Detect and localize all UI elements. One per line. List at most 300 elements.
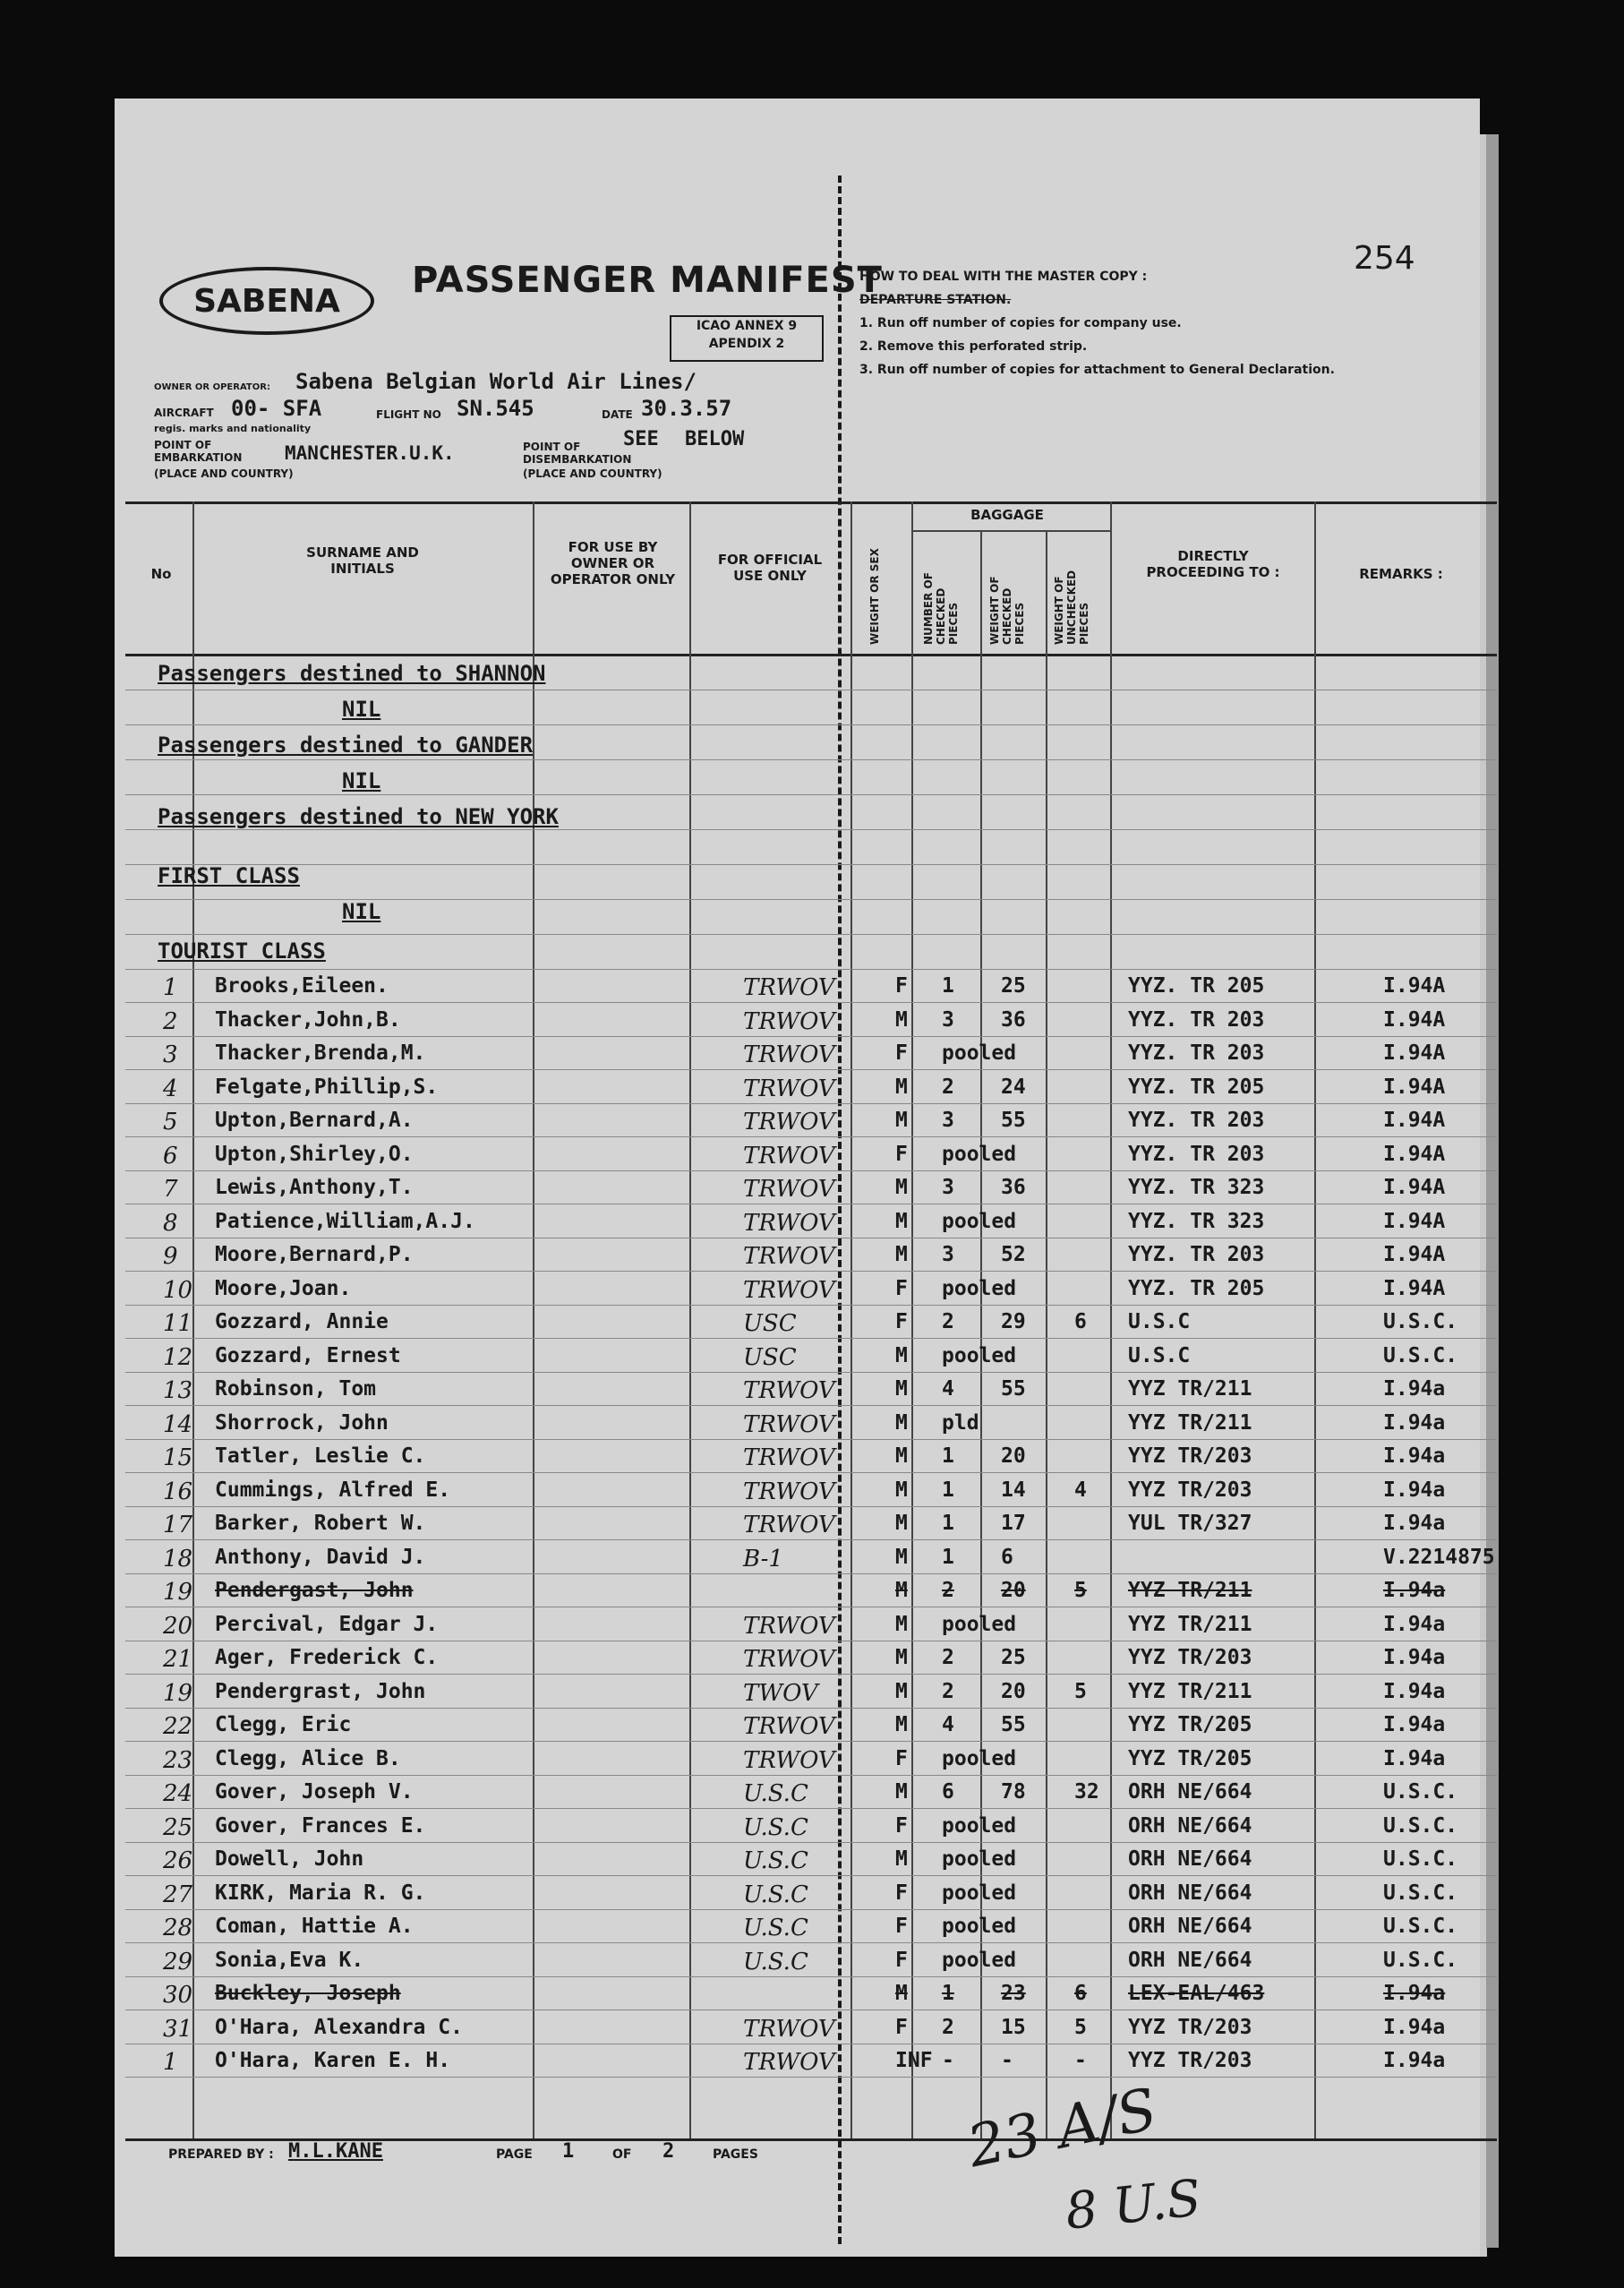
- destination: YYZ. TR 323: [1128, 1176, 1265, 1199]
- row-rule: [125, 759, 1497, 760]
- col-owner-use: FOR USE BY OWNER OR OPERATOR ONLY: [550, 539, 676, 587]
- sex: M: [895, 1982, 908, 2005]
- remarks: I.94A: [1383, 1276, 1446, 1300]
- passenger-name: Shorrock, John: [215, 1410, 389, 1435]
- official-mark: TRWOV: [743, 1612, 835, 1640]
- passenger-name: Brooks,Eileen.: [215, 974, 389, 998]
- destination: YYZ TR/211: [1128, 1579, 1252, 1602]
- passenger-name: O'Hara, Alexandra C.: [215, 2015, 463, 2039]
- official-mark: TRWOV: [743, 1041, 835, 1068]
- sabena-logo: SABENA: [159, 267, 374, 335]
- destination: YYZ TR/211: [1128, 1410, 1252, 1435]
- checked-pieces: 1: [942, 1982, 954, 2005]
- sex: M: [895, 1713, 908, 1736]
- instruction-item: 3. Run off number of copies for attachment to General Declaration.: [859, 363, 1335, 377]
- passenger-name: Upton,Shirley,O.: [215, 1142, 414, 1166]
- section-nil: NIL: [342, 768, 381, 793]
- passenger-name: Upton,Bernard,A.: [215, 1109, 414, 1132]
- checked-pieces: 3: [942, 1176, 954, 1199]
- destination: ORH NE/664: [1128, 1847, 1252, 1871]
- passenger-name: Tatler, Leslie C.: [215, 1444, 426, 1468]
- unchecked-weight: 32: [1074, 1780, 1099, 1804]
- destination: LEX-EAL/463: [1128, 1982, 1265, 2005]
- official-mark: TRWOV: [743, 1276, 835, 1304]
- table-row: [125, 1809, 1497, 1843]
- official-mark: TRWOV: [743, 1410, 835, 1438]
- sex: M: [895, 1612, 908, 1636]
- destination: YYZ. TR 203: [1128, 1109, 1265, 1132]
- passenger-name: Cummings, Alfred E.: [215, 1478, 451, 1502]
- passenger-name: KIRK, Maria R. G.: [215, 1881, 426, 1905]
- table-row: [125, 1272, 1497, 1306]
- passenger-name: Buckley, Joseph: [215, 1982, 401, 2005]
- checked-pieces: pooled: [942, 1041, 1017, 1065]
- destination: YYZ. TR 205: [1128, 974, 1265, 998]
- table-row: [125, 1137, 1497, 1171]
- row-number: 5: [163, 1109, 178, 1135]
- disembark-sub: (PLACE AND COUNTRY): [523, 467, 662, 480]
- checked-weight: 78: [1001, 1780, 1026, 1804]
- of-value: 2: [662, 2140, 675, 2163]
- passenger-name: Gozzard, Annie: [215, 1310, 389, 1333]
- remarks: I.94a: [1383, 1377, 1446, 1401]
- col-weight-unchecked: WEIGHT OF UNCHECKED PIECES: [1053, 570, 1090, 645]
- passenger-name: Pendergast, John: [215, 1579, 414, 1602]
- sex: F: [895, 974, 908, 998]
- checked-pieces: pooled: [942, 1276, 1017, 1300]
- remarks: U.S.C.: [1383, 1881, 1458, 1905]
- embark-sub: (PLACE AND COUNTRY): [154, 467, 294, 480]
- remarks: I.94A: [1383, 1209, 1446, 1233]
- sex: M: [895, 1007, 908, 1032]
- table-row: [125, 1204, 1497, 1238]
- official-mark: TRWOV: [743, 1209, 835, 1237]
- sex: M: [895, 1243, 908, 1266]
- destination: YYZ. TR 203: [1128, 1142, 1265, 1166]
- sex: F: [895, 1915, 908, 1938]
- section-nil: NIL: [342, 697, 381, 722]
- sex: F: [895, 1881, 908, 1905]
- checked-weight: 17: [1001, 1512, 1026, 1535]
- row-number: 22: [163, 1713, 193, 1740]
- table-row: [125, 1573, 1497, 1607]
- remarks: I.94a: [1383, 1512, 1446, 1535]
- checked-weight: 25: [1001, 974, 1026, 998]
- row-number: 16: [163, 1478, 193, 1505]
- destination: YYZ TR/203: [1128, 2015, 1252, 2039]
- table-row: [125, 1675, 1497, 1709]
- remarks: I.94A: [1383, 1243, 1446, 1266]
- table-row: [125, 1103, 1497, 1137]
- remarks: I.94A: [1383, 1176, 1446, 1199]
- row-number: 25: [163, 1813, 193, 1841]
- row-number: 8: [163, 1209, 178, 1237]
- baggage-rule: [911, 530, 1110, 532]
- col-no: No: [150, 566, 172, 582]
- checked-weight: -: [1001, 2049, 1013, 2072]
- passenger-name: Gozzard, Ernest: [215, 1343, 401, 1367]
- destination: ORH NE/664: [1128, 1881, 1252, 1905]
- official-mark: U.S.C: [743, 1813, 808, 1841]
- unchecked-weight: 5: [1074, 1679, 1087, 1703]
- sex: M: [895, 1209, 908, 1233]
- remarks: I.94A: [1383, 1041, 1446, 1065]
- remarks: U.S.C.: [1383, 1310, 1458, 1333]
- destination: YYZ TR/203: [1128, 1444, 1252, 1468]
- destination: YYZ. TR 205: [1128, 1075, 1265, 1099]
- embark-label: POINT OF EMBARKATION: [154, 439, 243, 464]
- remarks: I.94a: [1383, 1713, 1446, 1736]
- passenger-name: Moore,Bernard,P.: [215, 1243, 414, 1266]
- destination: YYZ TR/211: [1128, 1377, 1252, 1401]
- row-number: 29: [163, 1948, 193, 1975]
- regis-label: regis. marks and nationality: [154, 423, 312, 434]
- unchecked-weight: 5: [1074, 2015, 1087, 2039]
- destination: ORH NE/664: [1128, 1813, 1252, 1838]
- sex: F: [895, 1948, 908, 1972]
- prepared-by-value: M.L.KANE: [288, 2140, 383, 2163]
- sex: F: [895, 1310, 908, 1333]
- checked-pieces: -: [942, 2049, 954, 2072]
- destination: U.S.C: [1128, 1310, 1191, 1333]
- row-number: 17: [163, 1512, 193, 1538]
- table-row: [125, 2044, 1497, 2078]
- section-nil: NIL: [342, 899, 381, 924]
- destination: ORH NE/664: [1128, 1780, 1252, 1804]
- table-row: [125, 1876, 1497, 1910]
- table-row: [125, 1036, 1497, 1070]
- row-number: 1: [163, 974, 178, 1001]
- passenger-name: Clegg, Eric: [215, 1713, 352, 1736]
- instruction-item: 2. Remove this perforated strip.: [859, 339, 1088, 354]
- checked-pieces: pooled: [942, 1948, 1017, 1972]
- checked-weight: 55: [1001, 1713, 1026, 1736]
- remarks: I.94a: [1383, 2049, 1446, 2072]
- official-mark: USC: [743, 1310, 797, 1337]
- destination: U.S.C: [1128, 1343, 1191, 1367]
- checked-weight: 20: [1001, 1679, 1026, 1703]
- official-mark: TRWOV: [743, 1377, 835, 1404]
- table-row: [125, 1070, 1497, 1104]
- checked-pieces: 6: [942, 1780, 954, 1804]
- destination: YYZ. TR 205: [1128, 1276, 1265, 1300]
- destination: YYZ TR/203: [1128, 1646, 1252, 1669]
- date-value: 30.3.57: [641, 396, 732, 421]
- checked-weight: 20: [1001, 1444, 1026, 1468]
- checked-weight: 29: [1001, 1310, 1026, 1333]
- remarks: I.94a: [1383, 2015, 1446, 2039]
- checked-weight: 24: [1001, 1075, 1026, 1099]
- owner-label: OWNER OR OPERATOR:: [154, 382, 270, 392]
- destination: YYZ TR/205: [1128, 1746, 1252, 1770]
- aircraft-label: AIRCRAFT: [154, 407, 214, 419]
- checked-pieces: pld: [942, 1410, 979, 1435]
- row-rule: [125, 829, 1497, 830]
- table-row: [125, 1607, 1497, 1641]
- table-row: [125, 1842, 1497, 1876]
- table-header-rule: [125, 654, 1497, 656]
- passenger-name: Clegg, Alice B.: [215, 1746, 401, 1770]
- table-row: [125, 1406, 1497, 1440]
- col-surname: SURNAME AND INITIALS: [306, 544, 419, 577]
- row-number: 20: [163, 1612, 193, 1640]
- passenger-name: Dowell, John: [215, 1847, 364, 1871]
- row-number: 26: [163, 1847, 193, 1874]
- sex: M: [895, 1545, 908, 1569]
- checked-pieces: 3: [942, 1109, 954, 1132]
- remarks: I.94a: [1383, 1579, 1446, 1602]
- destination: YYZ TR/211: [1128, 1612, 1252, 1636]
- row-number: 27: [163, 1881, 193, 1908]
- checked-pieces: 1: [942, 1545, 954, 1569]
- destination: ORH NE/664: [1128, 1948, 1252, 1972]
- instruction-item: 1. Run off number of copies for company use.: [859, 316, 1182, 330]
- checked-weight: 6: [1001, 1545, 1013, 1569]
- destination: YYZ. TR 203: [1128, 1007, 1265, 1032]
- remarks: I.94a: [1383, 1612, 1446, 1636]
- remarks: U.S.C.: [1383, 1780, 1458, 1804]
- checked-weight: 55: [1001, 1109, 1026, 1132]
- table-row: [125, 1943, 1497, 1977]
- sex: M: [895, 1075, 908, 1099]
- row-number: 12: [163, 1343, 193, 1371]
- official-mark: U.S.C: [743, 1881, 808, 1908]
- checked-weight: 36: [1001, 1007, 1026, 1032]
- row-number: 11: [163, 1310, 193, 1337]
- row-number: 14: [163, 1410, 193, 1438]
- checked-weight: 52: [1001, 1243, 1026, 1266]
- row-number: 10: [163, 1276, 193, 1304]
- official-mark: TWOV: [743, 1679, 818, 1707]
- unchecked-weight: 5: [1074, 1579, 1087, 1602]
- remarks: I.94a: [1383, 1679, 1446, 1703]
- row-number: 28: [163, 1915, 193, 1941]
- row-number: 19: [163, 1679, 193, 1707]
- disembark-value: SEE BELOW: [623, 428, 745, 450]
- remarks: V.2214875: [1383, 1545, 1495, 1569]
- col-weight-sex: WEIGHT OR SEX: [868, 548, 881, 645]
- date-label: DATE: [602, 408, 633, 421]
- sex: F: [895, 1746, 908, 1770]
- icao-line-2: APENDIX 2: [708, 337, 785, 351]
- row-number: 2: [163, 1007, 178, 1035]
- row-rule: [125, 724, 1497, 725]
- remarks: U.S.C.: [1383, 1948, 1458, 1972]
- row-rule: [125, 794, 1497, 795]
- passenger-name: Sonia,Eva K.: [215, 1948, 364, 1972]
- remarks: U.S.C.: [1383, 1813, 1458, 1838]
- section-heading: Passengers destined to GANDER: [158, 733, 534, 758]
- remarks: I.94a: [1383, 1478, 1446, 1502]
- official-mark: TRWOV: [743, 1478, 835, 1505]
- destination: YYZ TR/203: [1128, 2049, 1252, 2072]
- checked-pieces: pooled: [942, 1142, 1017, 1166]
- checked-pieces: pooled: [942, 1343, 1017, 1367]
- official-mark: TRWOV: [743, 1512, 835, 1538]
- official-mark: TRWOV: [743, 1007, 835, 1035]
- row-number: 4: [163, 1075, 178, 1102]
- checked-pieces: pooled: [942, 1881, 1017, 1905]
- row-number: 19: [163, 1579, 193, 1606]
- checked-pieces: 2: [942, 1075, 954, 1099]
- sex: M: [895, 1579, 908, 1602]
- table-row: [125, 1641, 1497, 1675]
- sex: INF: [895, 2049, 933, 2072]
- checked-pieces: pooled: [942, 1915, 1017, 1938]
- table-row: [125, 1305, 1497, 1339]
- disembark-label: POINT OF DISEMBARKATION: [523, 441, 632, 466]
- embark-value: MANCHESTER.U.K.: [285, 442, 455, 464]
- table-row: [125, 969, 1497, 1003]
- remarks: I.94a: [1383, 1410, 1446, 1435]
- sex: M: [895, 1847, 908, 1871]
- col-baggage: BAGGAGE: [970, 507, 1044, 523]
- remarks: I.94A: [1383, 1007, 1446, 1032]
- official-mark: TRWOV: [743, 1713, 835, 1740]
- checked-pieces: 2: [942, 1310, 954, 1333]
- row-number: 6: [163, 1142, 178, 1170]
- table-row: [125, 1976, 1497, 2010]
- checked-pieces: pooled: [942, 1813, 1017, 1838]
- official-mark: TRWOV: [743, 2015, 835, 2043]
- checked-weight: 36: [1001, 1176, 1026, 1199]
- sex: M: [895, 1410, 908, 1435]
- section-heading: Passengers destined to NEW YORK: [158, 804, 559, 829]
- row-number: 21: [163, 1646, 193, 1673]
- aircraft-value: 00- SFA: [231, 396, 322, 421]
- icao-box: [670, 315, 824, 362]
- icao-line-1: ICAO ANNEX 9: [696, 319, 798, 333]
- passenger-name: Felgate,Phillip,S.: [215, 1075, 439, 1099]
- row-number: 13: [163, 1377, 193, 1404]
- table-row: [125, 1003, 1497, 1037]
- table-row: [125, 2010, 1497, 2044]
- destination: ORH NE/664: [1128, 1915, 1252, 1938]
- remarks: I.94a: [1383, 1982, 1446, 2005]
- checked-pieces: 2: [942, 1579, 954, 1602]
- unchecked-weight: 6: [1074, 1982, 1087, 2005]
- passenger-name: Thacker,Brenda,M.: [215, 1041, 426, 1065]
- handwritten-note: 23 A/S: [962, 2076, 1163, 2181]
- checked-pieces: 2: [942, 1679, 954, 1703]
- row-rule: [125, 2077, 1497, 2078]
- remarks: I.94A: [1383, 1142, 1446, 1166]
- destination: YYZ. TR 323: [1128, 1209, 1265, 1233]
- sex: F: [895, 2015, 908, 2039]
- table-row: [125, 1439, 1497, 1473]
- sex: M: [895, 1679, 908, 1703]
- passenger-name: Lewis,Anthony,T.: [215, 1176, 414, 1199]
- remarks: U.S.C.: [1383, 1847, 1458, 1871]
- official-mark: TRWOV: [743, 1075, 835, 1102]
- checked-weight: 25: [1001, 1646, 1026, 1669]
- passenger-name: Gover, Frances E.: [215, 1813, 426, 1838]
- table-row: [125, 1775, 1497, 1809]
- sex: M: [895, 1646, 908, 1669]
- destination: YYZ. TR 203: [1128, 1041, 1265, 1065]
- unchecked-weight: -: [1074, 2049, 1087, 2072]
- row-number: 31: [163, 2015, 193, 2043]
- official-mark: U.S.C: [743, 1948, 808, 1975]
- table-row: [125, 1506, 1497, 1540]
- passenger-name: Gover, Joseph V.: [215, 1780, 414, 1804]
- col-directly-proceeding: DIRECTLY PROCEEDING TO :: [1146, 548, 1280, 580]
- table-row: [125, 1339, 1497, 1373]
- section-heading: Passengers destined to SHANNON: [158, 661, 546, 686]
- handwritten-page-number: 254: [1354, 240, 1415, 277]
- checked-pieces: 2: [942, 1646, 954, 1669]
- official-mark: B-1: [743, 1545, 783, 1572]
- sex: F: [895, 1142, 908, 1166]
- row-rule: [125, 864, 1497, 865]
- sex: M: [895, 1343, 908, 1367]
- section-heading: TOURIST CLASS: [158, 938, 326, 964]
- passenger-name: Percival, Edgar J.: [215, 1612, 439, 1636]
- sex: M: [895, 1109, 908, 1132]
- table-row: [125, 1372, 1497, 1406]
- official-mark: TRWOV: [743, 2049, 835, 2076]
- passenger-name: Ager, Frederick C.: [215, 1646, 439, 1669]
- checked-pieces: 3: [942, 1007, 954, 1032]
- checked-pieces: 1: [942, 1512, 954, 1535]
- row-rule: [125, 934, 1497, 935]
- table-row: [125, 1708, 1497, 1742]
- sex: M: [895, 1444, 908, 1468]
- checked-pieces: pooled: [942, 1847, 1017, 1871]
- passenger-name: Pendergrast, John: [215, 1679, 426, 1703]
- passenger-name: Barker, Robert W.: [215, 1512, 426, 1535]
- flight-value: SN.545: [457, 396, 534, 421]
- remarks: I.94a: [1383, 1746, 1446, 1770]
- official-mark: TRWOV: [743, 1243, 835, 1270]
- sex: F: [895, 1041, 908, 1065]
- document-title: PASSENGER MANIFEST: [412, 260, 883, 301]
- remarks: I.94A: [1383, 1109, 1446, 1132]
- passenger-name: Anthony, David J.: [215, 1545, 426, 1569]
- destination: YYZ TR/203: [1128, 1478, 1252, 1502]
- destination: YYZ. TR 203: [1128, 1243, 1265, 1266]
- official-mark: U.S.C: [743, 1915, 808, 1941]
- row-number: 24: [163, 1780, 193, 1807]
- checked-pieces: pooled: [942, 1746, 1017, 1770]
- destination: YYZ TR/205: [1128, 1713, 1252, 1736]
- table-row: [125, 1742, 1497, 1776]
- row-number: 9: [163, 1243, 178, 1270]
- row-number: 23: [163, 1746, 193, 1774]
- row-rule: [125, 899, 1497, 900]
- official-mark: TRWOV: [743, 1176, 835, 1203]
- checked-pieces: 1: [942, 1478, 954, 1502]
- col-official-use: FOR OFFICIAL USE ONLY: [717, 552, 823, 584]
- checked-pieces: 4: [942, 1377, 954, 1401]
- remarks: U.S.C.: [1383, 1343, 1458, 1367]
- checked-pieces: 1: [942, 1444, 954, 1468]
- passenger-name: Thacker,John,B.: [215, 1007, 401, 1032]
- official-mark: USC: [743, 1343, 797, 1371]
- table-top-rule: [125, 501, 1497, 504]
- sex: M: [895, 1176, 908, 1199]
- remarks: I.94a: [1383, 1646, 1446, 1669]
- unchecked-weight: 4: [1074, 1478, 1087, 1502]
- passenger-name: Coman, Hattie A.: [215, 1915, 414, 1938]
- row-number: 18: [163, 1545, 193, 1572]
- checked-pieces: 4: [942, 1713, 954, 1736]
- destination: YUL TR/327: [1128, 1512, 1252, 1535]
- checked-weight: 14: [1001, 1478, 1026, 1502]
- checked-pieces: pooled: [942, 1209, 1017, 1233]
- row-number: 3: [163, 1041, 178, 1068]
- official-mark: TRWOV: [743, 1444, 835, 1471]
